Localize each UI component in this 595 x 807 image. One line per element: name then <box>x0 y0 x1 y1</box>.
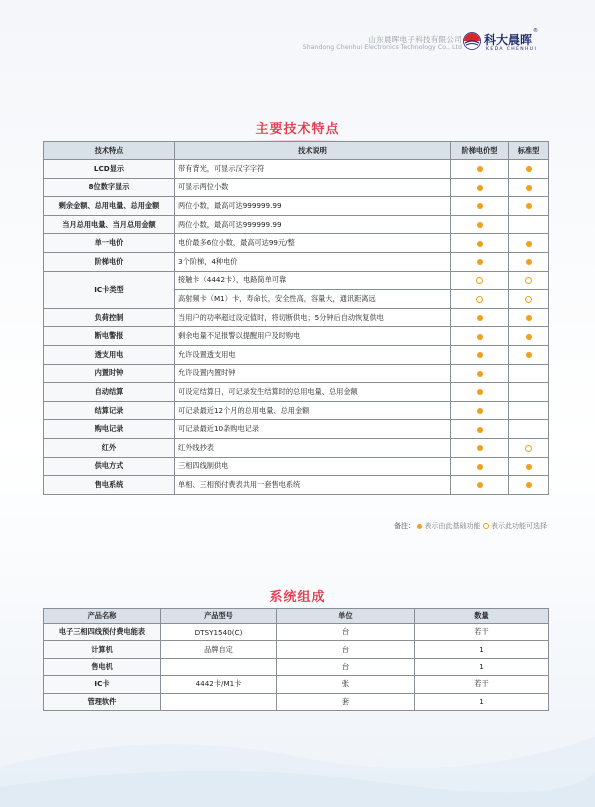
feature-description: 3个阶梯，4种电价 <box>175 252 451 271</box>
feature-row <box>44 345 549 364</box>
feature-name: 内置时钟 <box>44 364 175 383</box>
filled-dot-icon <box>477 389 483 395</box>
product-quantity: 1 <box>415 693 549 710</box>
feature-description: 三相四线制供电 <box>175 457 451 476</box>
tiered-support-cell <box>451 308 509 327</box>
system-header-row <box>44 609 549 624</box>
tiered-support-cell <box>451 327 509 346</box>
feature-row <box>44 383 549 402</box>
logo-name: 科大晨晖 <box>484 33 533 47</box>
standard-support-cell <box>509 401 549 420</box>
filled-dot-icon <box>477 166 483 172</box>
tiered-support-cell <box>451 252 509 271</box>
background-wave-decoration <box>0 687 595 807</box>
tiered-support-cell <box>451 160 509 179</box>
feature-row <box>44 438 549 457</box>
tiered-support-cell <box>451 364 509 383</box>
features-table <box>43 141 549 495</box>
standard-support-cell <box>509 327 549 346</box>
product-unit: 台 <box>277 624 415 641</box>
tiered-support-cell <box>451 271 509 290</box>
product-quantity: 1 <box>415 658 549 675</box>
feature-description: 剩余电量不足报警以提醒用户及时购电 <box>175 327 451 346</box>
feature-name: 购电记录 <box>44 420 175 439</box>
standard-support-cell <box>509 476 549 495</box>
filled-dot-icon <box>477 445 483 451</box>
company-logo-icon <box>463 32 481 50</box>
feature-name: 8位数字显示 <box>44 178 175 197</box>
feature-name: 自动结算 <box>44 383 175 402</box>
filled-dot-icon <box>526 315 532 321</box>
feature-row <box>44 271 549 290</box>
standard-support-cell <box>509 160 549 179</box>
tiered-support-cell <box>451 420 509 439</box>
feature-description: 单相、三相预付费表共用一套售电系统 <box>175 476 451 495</box>
product-unit: 套 <box>277 693 415 710</box>
filled-dot-icon <box>477 203 483 209</box>
filled-dot-icon <box>477 222 483 228</box>
filled-dot-icon <box>477 408 483 414</box>
filled-dot-icon <box>477 482 483 488</box>
filled-dot-icon <box>526 352 532 358</box>
company-name-en: Shandong Chenhui Electronics Technology Co., Ltd <box>302 44 462 51</box>
standard-support-cell <box>509 457 549 476</box>
filled-dot-icon <box>526 464 532 470</box>
features-title-text: 主要技术特点 <box>255 122 340 137</box>
system-row <box>44 624 549 641</box>
standard-support-cell <box>509 197 549 216</box>
standard-support-cell <box>509 364 549 383</box>
feature-row <box>44 234 549 253</box>
tiered-support-cell <box>451 401 509 420</box>
filled-dot-icon <box>526 166 532 172</box>
feature-name: 供电方式 <box>44 457 175 476</box>
system-title-text: 系统组成 <box>269 590 326 605</box>
product-quantity: 若干 <box>415 676 549 693</box>
feature-name: 单一电价 <box>44 234 175 253</box>
col-header-product-name: 产品名称 <box>44 609 161 624</box>
feature-name: 透支用电 <box>44 345 175 364</box>
filled-dot-icon <box>477 464 483 470</box>
tiered-support-cell <box>451 457 509 476</box>
product-quantity: 1 <box>415 641 549 658</box>
col-header-tiered: 阶梯电价型 <box>451 142 509 160</box>
legend-note <box>394 521 547 531</box>
feature-description: 红外线抄表 <box>175 438 451 457</box>
feature-name: 结算记录 <box>44 401 175 420</box>
standard-support-cell <box>509 290 549 309</box>
col-header-description: 技术说明 <box>175 142 451 160</box>
tiered-support-cell <box>451 290 509 309</box>
product-name: IC卡 <box>44 676 161 693</box>
feature-row <box>44 160 549 179</box>
feature-name: 阶梯电价 <box>44 252 175 271</box>
feature-name: LCD显示 <box>44 160 175 179</box>
tiered-support-cell <box>451 383 509 402</box>
standard-support-cell <box>509 345 549 364</box>
feature-name: 负荷控制 <box>44 308 175 327</box>
feature-description: 高射频卡（M1）卡，寿命长，安全性高，容量大，通讯距离远 <box>175 290 451 309</box>
standard-support-cell <box>509 271 549 290</box>
brand-header <box>260 26 540 56</box>
feature-description: 当用户的功率超过设定值时，将切断供电；5分钟后自动恢复供电 <box>175 308 451 327</box>
tiered-support-cell <box>451 197 509 216</box>
feature-row <box>44 401 549 420</box>
filled-dot-icon <box>477 259 483 265</box>
hollow-circle-icon <box>525 296 532 303</box>
system-row <box>44 641 549 658</box>
feature-row <box>44 364 549 383</box>
feature-row <box>44 197 549 216</box>
features-table-body <box>44 160 549 495</box>
col-header-quantity: 数量 <box>415 609 549 624</box>
feature-row <box>44 308 549 327</box>
col-header-product-model: 产品型号 <box>161 609 277 624</box>
feature-name: 红外 <box>44 438 175 457</box>
note-dot-text: 表示由此基础功能 <box>424 522 481 530</box>
filled-dot-icon <box>477 185 483 191</box>
col-header-unit: 单位 <box>277 609 415 624</box>
feature-description: 可显示两位小数 <box>175 178 451 197</box>
standard-support-cell <box>509 178 549 197</box>
product-unit: 台 <box>277 641 415 658</box>
product-quantity: 若干 <box>415 624 549 641</box>
system-row <box>44 658 549 675</box>
company-name-cn: 山东晨晖电子科技有限公司 <box>368 35 462 44</box>
standard-support-cell <box>509 308 549 327</box>
feature-description: 两位小数，最高可达999999.99 <box>175 197 451 216</box>
filled-dot-icon <box>526 185 532 191</box>
feature-description: 接触卡（4442卡），电路简单可靠 <box>175 271 451 290</box>
filled-dot-icon <box>526 203 532 209</box>
product-model: 4442卡/M1卡 <box>161 676 277 693</box>
standard-support-cell <box>509 252 549 271</box>
feature-description: 带有背光，可显示汉字字符 <box>175 160 451 179</box>
feature-row <box>44 457 549 476</box>
tiered-support-cell <box>451 476 509 495</box>
features-section-title <box>0 118 595 143</box>
tiered-support-cell <box>451 234 509 253</box>
product-name: 管理软件 <box>44 693 161 710</box>
standard-support-cell <box>509 215 549 234</box>
col-header-feature: 技术特点 <box>44 142 175 160</box>
feature-row <box>44 327 549 346</box>
filled-dot-icon <box>477 241 483 247</box>
feature-row <box>44 420 549 439</box>
tiered-support-cell <box>451 215 509 234</box>
feature-description: 两位小数，最高可达999999.99 <box>175 215 451 234</box>
feature-name: IC卡类型 <box>44 271 175 308</box>
hollow-circle-icon <box>476 277 483 284</box>
filled-dot-icon <box>477 352 483 358</box>
product-model: DTSY1540(C) <box>161 624 277 641</box>
standard-support-cell <box>509 438 549 457</box>
product-model <box>161 658 277 675</box>
hollow-circle-icon <box>483 523 489 529</box>
tiered-support-cell <box>451 438 509 457</box>
standard-support-cell <box>509 234 549 253</box>
filled-dot-icon <box>477 315 483 321</box>
filled-dot-icon <box>417 524 422 529</box>
feature-row <box>44 215 549 234</box>
feature-description: 允许设置透支用电 <box>175 345 451 364</box>
feature-description: 可记录最近10条购电记录 <box>175 420 451 439</box>
filled-dot-icon <box>526 334 532 340</box>
product-unit: 张 <box>277 676 415 693</box>
features-header-row <box>44 142 549 160</box>
feature-name: 断电警报 <box>44 327 175 346</box>
filled-dot-icon <box>526 259 532 265</box>
hollow-circle-icon <box>525 445 532 452</box>
filled-dot-icon <box>477 371 483 377</box>
standard-support-cell <box>509 420 549 439</box>
hollow-circle-icon <box>476 296 483 303</box>
feature-description: 电价最多6位小数，最高可达99元/整 <box>175 234 451 253</box>
product-name: 计算机 <box>44 641 161 658</box>
standard-support-cell <box>509 383 549 402</box>
filled-dot-icon <box>477 427 483 433</box>
filled-dot-icon <box>526 241 532 247</box>
feature-row <box>44 252 549 271</box>
note-label: 备注： <box>394 522 416 530</box>
registered-mark: ® <box>533 28 538 34</box>
logo-subtitle: KEDA CHENHUI <box>486 47 538 52</box>
hollow-circle-icon <box>525 277 532 284</box>
product-unit: 台 <box>277 658 415 675</box>
feature-name: 剩余金额、总用电量、总用金额 <box>44 197 175 216</box>
note-ring-text: 表示此功能可选择 <box>491 522 547 530</box>
col-header-standard: 标准型 <box>509 142 549 160</box>
product-name: 售电机 <box>44 658 161 675</box>
product-model: 品牌自定 <box>161 641 277 658</box>
tiered-support-cell <box>451 345 509 364</box>
feature-description: 允许设置内置时钟 <box>175 364 451 383</box>
product-name: 电子三相四线预付费电能表 <box>44 624 161 641</box>
feature-description: 可设定结算日，可记录发生结算时的总用电量、总用金额 <box>175 383 451 402</box>
feature-name: 售电系统 <box>44 476 175 495</box>
filled-dot-icon <box>526 482 532 488</box>
feature-row <box>44 178 549 197</box>
feature-row <box>44 476 549 495</box>
filled-dot-icon <box>477 334 483 340</box>
feature-description: 可记录最近12个月的总用电量、总用金额 <box>175 401 451 420</box>
feature-name: 当月总用电量、当月总用金额 <box>44 215 175 234</box>
tiered-support-cell <box>451 178 509 197</box>
